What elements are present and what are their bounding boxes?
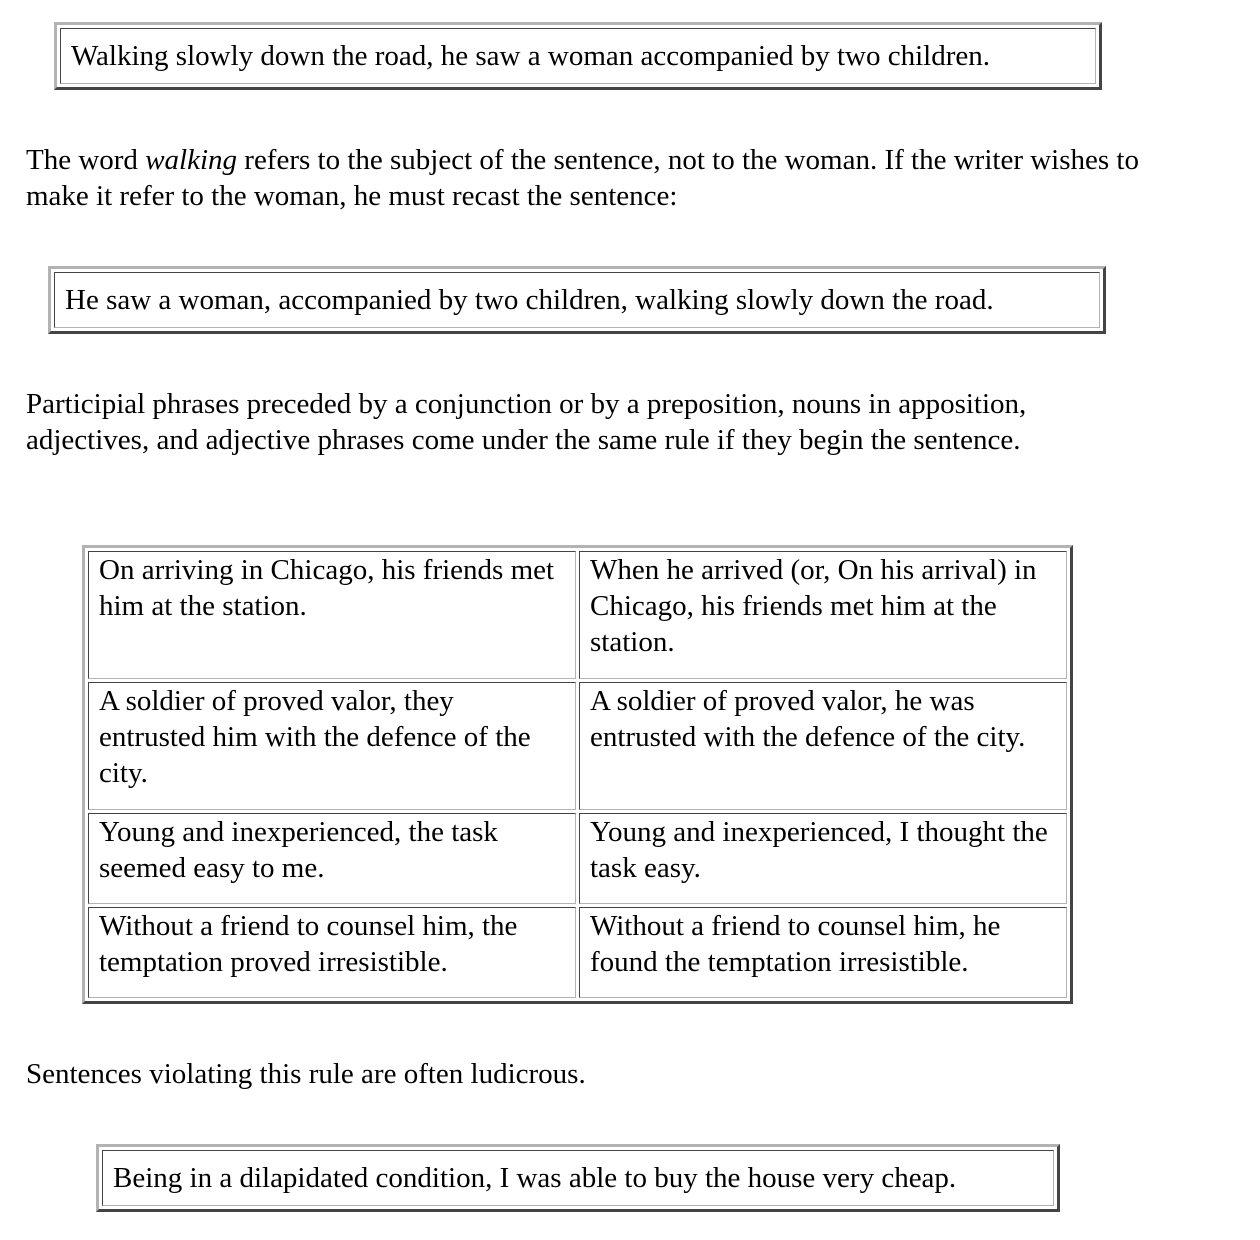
example-box-2: [48, 266, 1106, 334]
example-box-3: [96, 1144, 1060, 1212]
table-row: [88, 682, 1067, 810]
table-cell-incorrect: On arriving in Chicago, his friends met him at the station.: [88, 551, 576, 679]
example-sentence-1: Walking slowly down the road, he saw a woman accompanied by two children.: [60, 28, 1096, 84]
table-row: [88, 907, 1067, 998]
table-row: [88, 813, 1067, 904]
example-box-1: [54, 22, 1102, 90]
paragraph-walking-explanation: [26, 142, 1146, 214]
table-cell-incorrect: Young and inexperienced, the task seemed easy to me.: [88, 813, 576, 904]
table-row: [88, 551, 1067, 679]
table-cell-corrected: A soldier of proved valor, he was entrusted with the defence of the city.: [579, 682, 1067, 810]
table-cell-incorrect: Without a friend to counsel him, the temptation proved irresistible.: [88, 907, 576, 998]
table-cell-corrected: Young and inexperienced, I thought the task easy.: [579, 813, 1067, 904]
example-sentence-2: He saw a woman, accompanied by two children, walking slowly down the road.: [54, 272, 1100, 328]
paragraph-1-before: The word: [26, 144, 146, 176]
paragraph-1-after: refers to the subject of the sentence, not to the woman. If the writer wishes to make it refer to the woman, he must recast the sentence:: [26, 144, 1139, 212]
table-cell-incorrect: A soldier of proved valor, they entrusted him with the defence of the city.: [88, 682, 576, 810]
table-cell-corrected: Without a friend to counsel him, he found the temptation irresistible.: [579, 907, 1067, 998]
paragraph-ludicrous: Sentences violating this rule are often ludicrous.: [26, 1058, 586, 1090]
table-cell-corrected: When he arrived (or, On his arrival) in Chicago, his friends met him at the station.: [579, 551, 1067, 679]
comparison-table: [82, 545, 1073, 1004]
example-sentence-3: Being in a dilapidated condition, I was able to buy the house very cheap.: [102, 1150, 1054, 1206]
paragraph-participial-rule: Participial phrases preceded by a conjunction or by a preposition, nouns in apposition, adjectives, and adjective phrases come under the same rule if they begin the sentence.: [26, 388, 1027, 456]
paragraph-1-italic-word: walking: [145, 144, 238, 176]
